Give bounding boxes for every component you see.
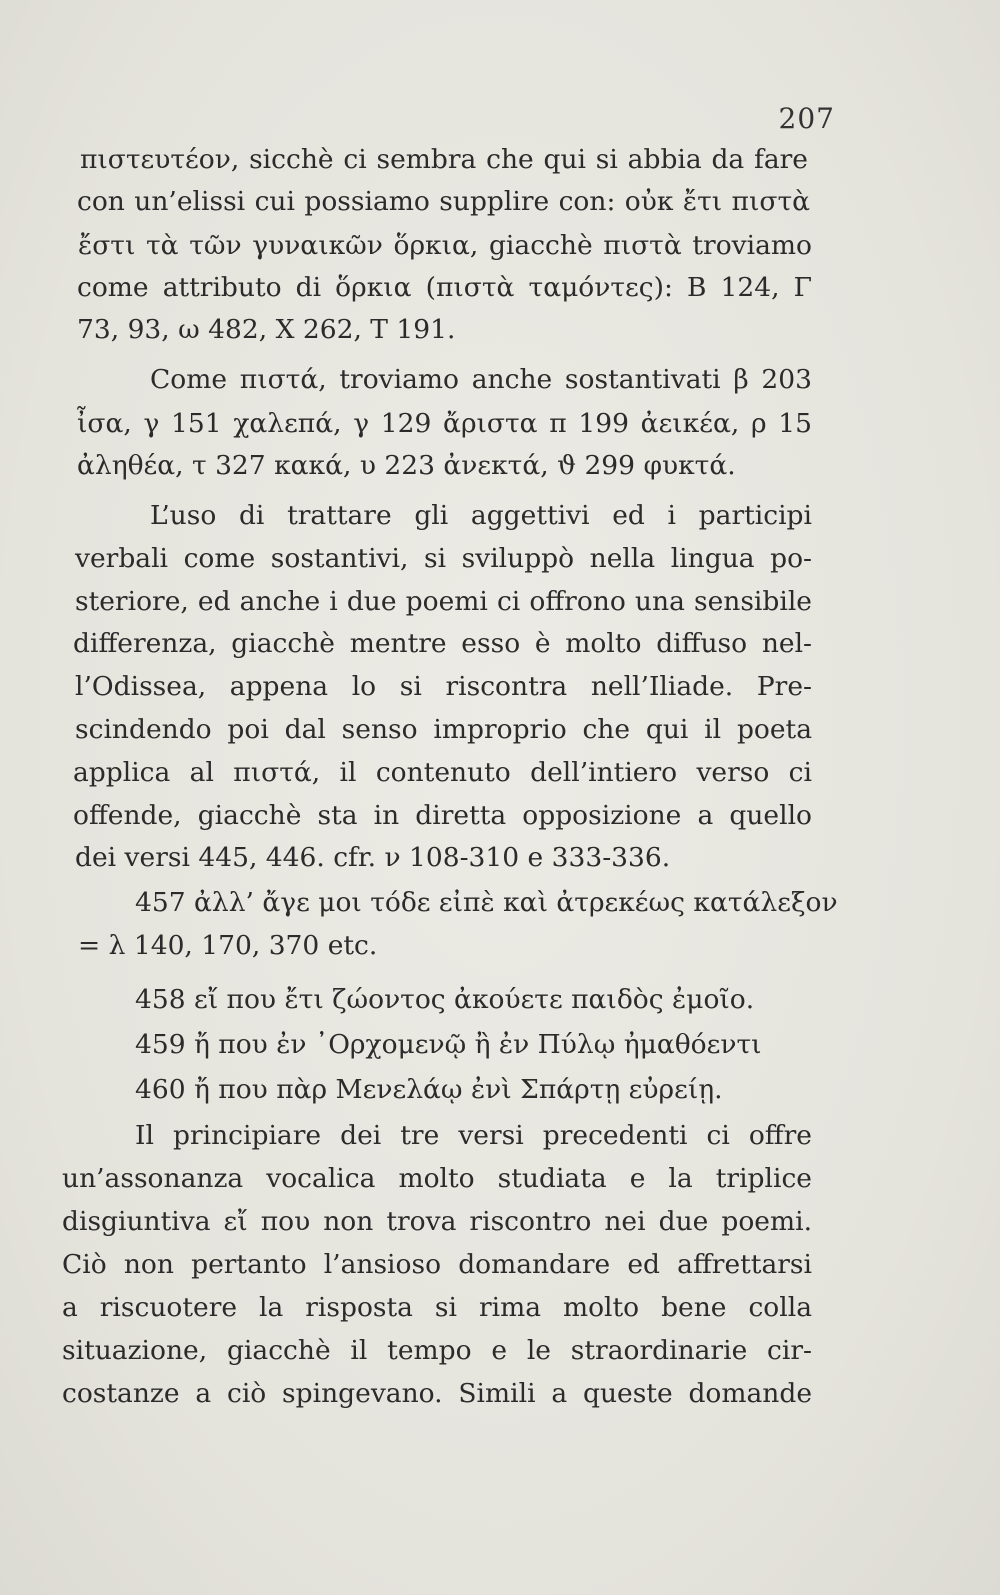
text-line bbox=[62, 1374, 812, 1414]
text-line bbox=[135, 1070, 765, 1110]
line-text: offende, giacchè sta in diretta opposizione a quello bbox=[73, 800, 812, 831]
line-text: costanze a ciò spingevano. Simili a queste domande bbox=[62, 1378, 812, 1409]
text-line bbox=[75, 838, 774, 878]
text-line bbox=[78, 926, 435, 966]
line-text: Come πιστά, troviamo anche sostantivati β 203 bbox=[150, 364, 812, 395]
text-line bbox=[75, 582, 812, 622]
line-text: Ciò non pertanto l’ansioso domandare ed affrettarsi bbox=[62, 1249, 812, 1280]
text-line bbox=[135, 1025, 784, 1065]
line-text: steriore, ed anche i due poemi ci offrono una sensibile bbox=[75, 586, 812, 617]
text-line bbox=[75, 539, 812, 579]
text-line bbox=[73, 753, 812, 793]
line-text: verbali come sostantivi, si sviluppò nella lingua po- bbox=[75, 543, 812, 574]
line-text: 457 ἀλλ’ ἄγε μοι τόδε εἰπὲ καὶ ἀτρεκέως κατάλεξον bbox=[135, 887, 838, 918]
line-text: 73, 93, ω 482, X 262, T 191. bbox=[77, 314, 456, 345]
line-text: = λ 140, 170, 370 etc. bbox=[78, 930, 378, 961]
line-text: 458 εἴ που ἔτι ζώοντος ἀκούετε παιδὸς ἐμοῖο. bbox=[135, 984, 755, 1015]
text-line bbox=[150, 360, 812, 400]
text-line bbox=[73, 796, 812, 836]
line-text: 459 ἤ που ἐν ᾽Ορχομενῷ ἢ ἐν Πύλῳ ἠμαθόεντι bbox=[135, 1029, 762, 1060]
line-text: come attributo di ὅρκια (πιστὰ ταμόντες): B 124, Γ bbox=[77, 272, 812, 303]
text-line bbox=[77, 446, 790, 486]
text-line bbox=[135, 980, 780, 1020]
text-line bbox=[135, 883, 838, 923]
text-line bbox=[62, 1202, 812, 1242]
text-line bbox=[77, 404, 812, 444]
line-text: differenza, giacchè mentre esso è molto diffuso nel- bbox=[73, 628, 812, 659]
line-text: applica al πιστά, il contenuto dell’intiero verso ci bbox=[73, 757, 812, 788]
text-line bbox=[150, 496, 812, 536]
line-text: con un’elissi cui possiamo supplire con: οὐκ ἔτι πιστὰ bbox=[77, 186, 810, 217]
text-line bbox=[80, 140, 808, 180]
text-line bbox=[73, 624, 812, 664]
page-number: 207 bbox=[778, 102, 835, 135]
text-line bbox=[62, 1331, 812, 1371]
line-text: disgiuntiva εἴ που non trova riscontro nei due poemi. bbox=[62, 1206, 812, 1237]
text-line bbox=[135, 1116, 812, 1156]
text-line bbox=[62, 1159, 812, 1199]
line-text: Il principiare dei tre versi precedenti ci offre bbox=[135, 1120, 812, 1151]
line-text: πιστευτέον, sicchè ci sembra che qui si abbia da fare bbox=[80, 144, 808, 175]
text-line bbox=[62, 1288, 812, 1328]
line-text: ἶσα, γ 151 χαλεπά, γ 129 ἄριστα π 199 ἀεικέα, ρ 15 bbox=[77, 408, 812, 439]
line-text: dei versi 445, 446. cfr. ν 108-310 e 333-336. bbox=[75, 842, 671, 873]
text-line bbox=[78, 226, 812, 266]
text-line bbox=[77, 182, 810, 222]
text-line bbox=[75, 667, 812, 707]
text-line bbox=[62, 1245, 812, 1285]
line-text: a riscuotere la risposta si rima molto bene colla bbox=[62, 1292, 812, 1323]
line-text: ἔστι τὰ τῶν γυναικῶν ὅρκια, giacchè πιστὰ troviamo bbox=[78, 230, 812, 261]
line-text: L’uso di trattare gli aggettivi ed i participi bbox=[150, 500, 812, 531]
line-text: un’assonanza vocalica molto studiata e la triplice bbox=[62, 1163, 812, 1194]
text-line bbox=[77, 310, 550, 350]
line-text: ἀληθέα, τ 327 κακά, υ 223 ἀνεκτά, ϑ 299 φυκτά. bbox=[77, 450, 736, 481]
line-text: 460 ἤ που πὰρ Μενελάῳ ἐνὶ Σπάρτῃ εὐρείῃ. bbox=[135, 1074, 723, 1105]
line-text: scindendo poi dal senso improprio che qui il poeta bbox=[75, 714, 812, 745]
text-line bbox=[77, 268, 812, 308]
line-text: situazione, giacchè il tempo e le straordinarie cir- bbox=[62, 1335, 812, 1366]
line-text: l’Odissea, appena lo si riscontra nell’Iliade. Pre- bbox=[75, 671, 812, 702]
text-line bbox=[75, 710, 812, 750]
